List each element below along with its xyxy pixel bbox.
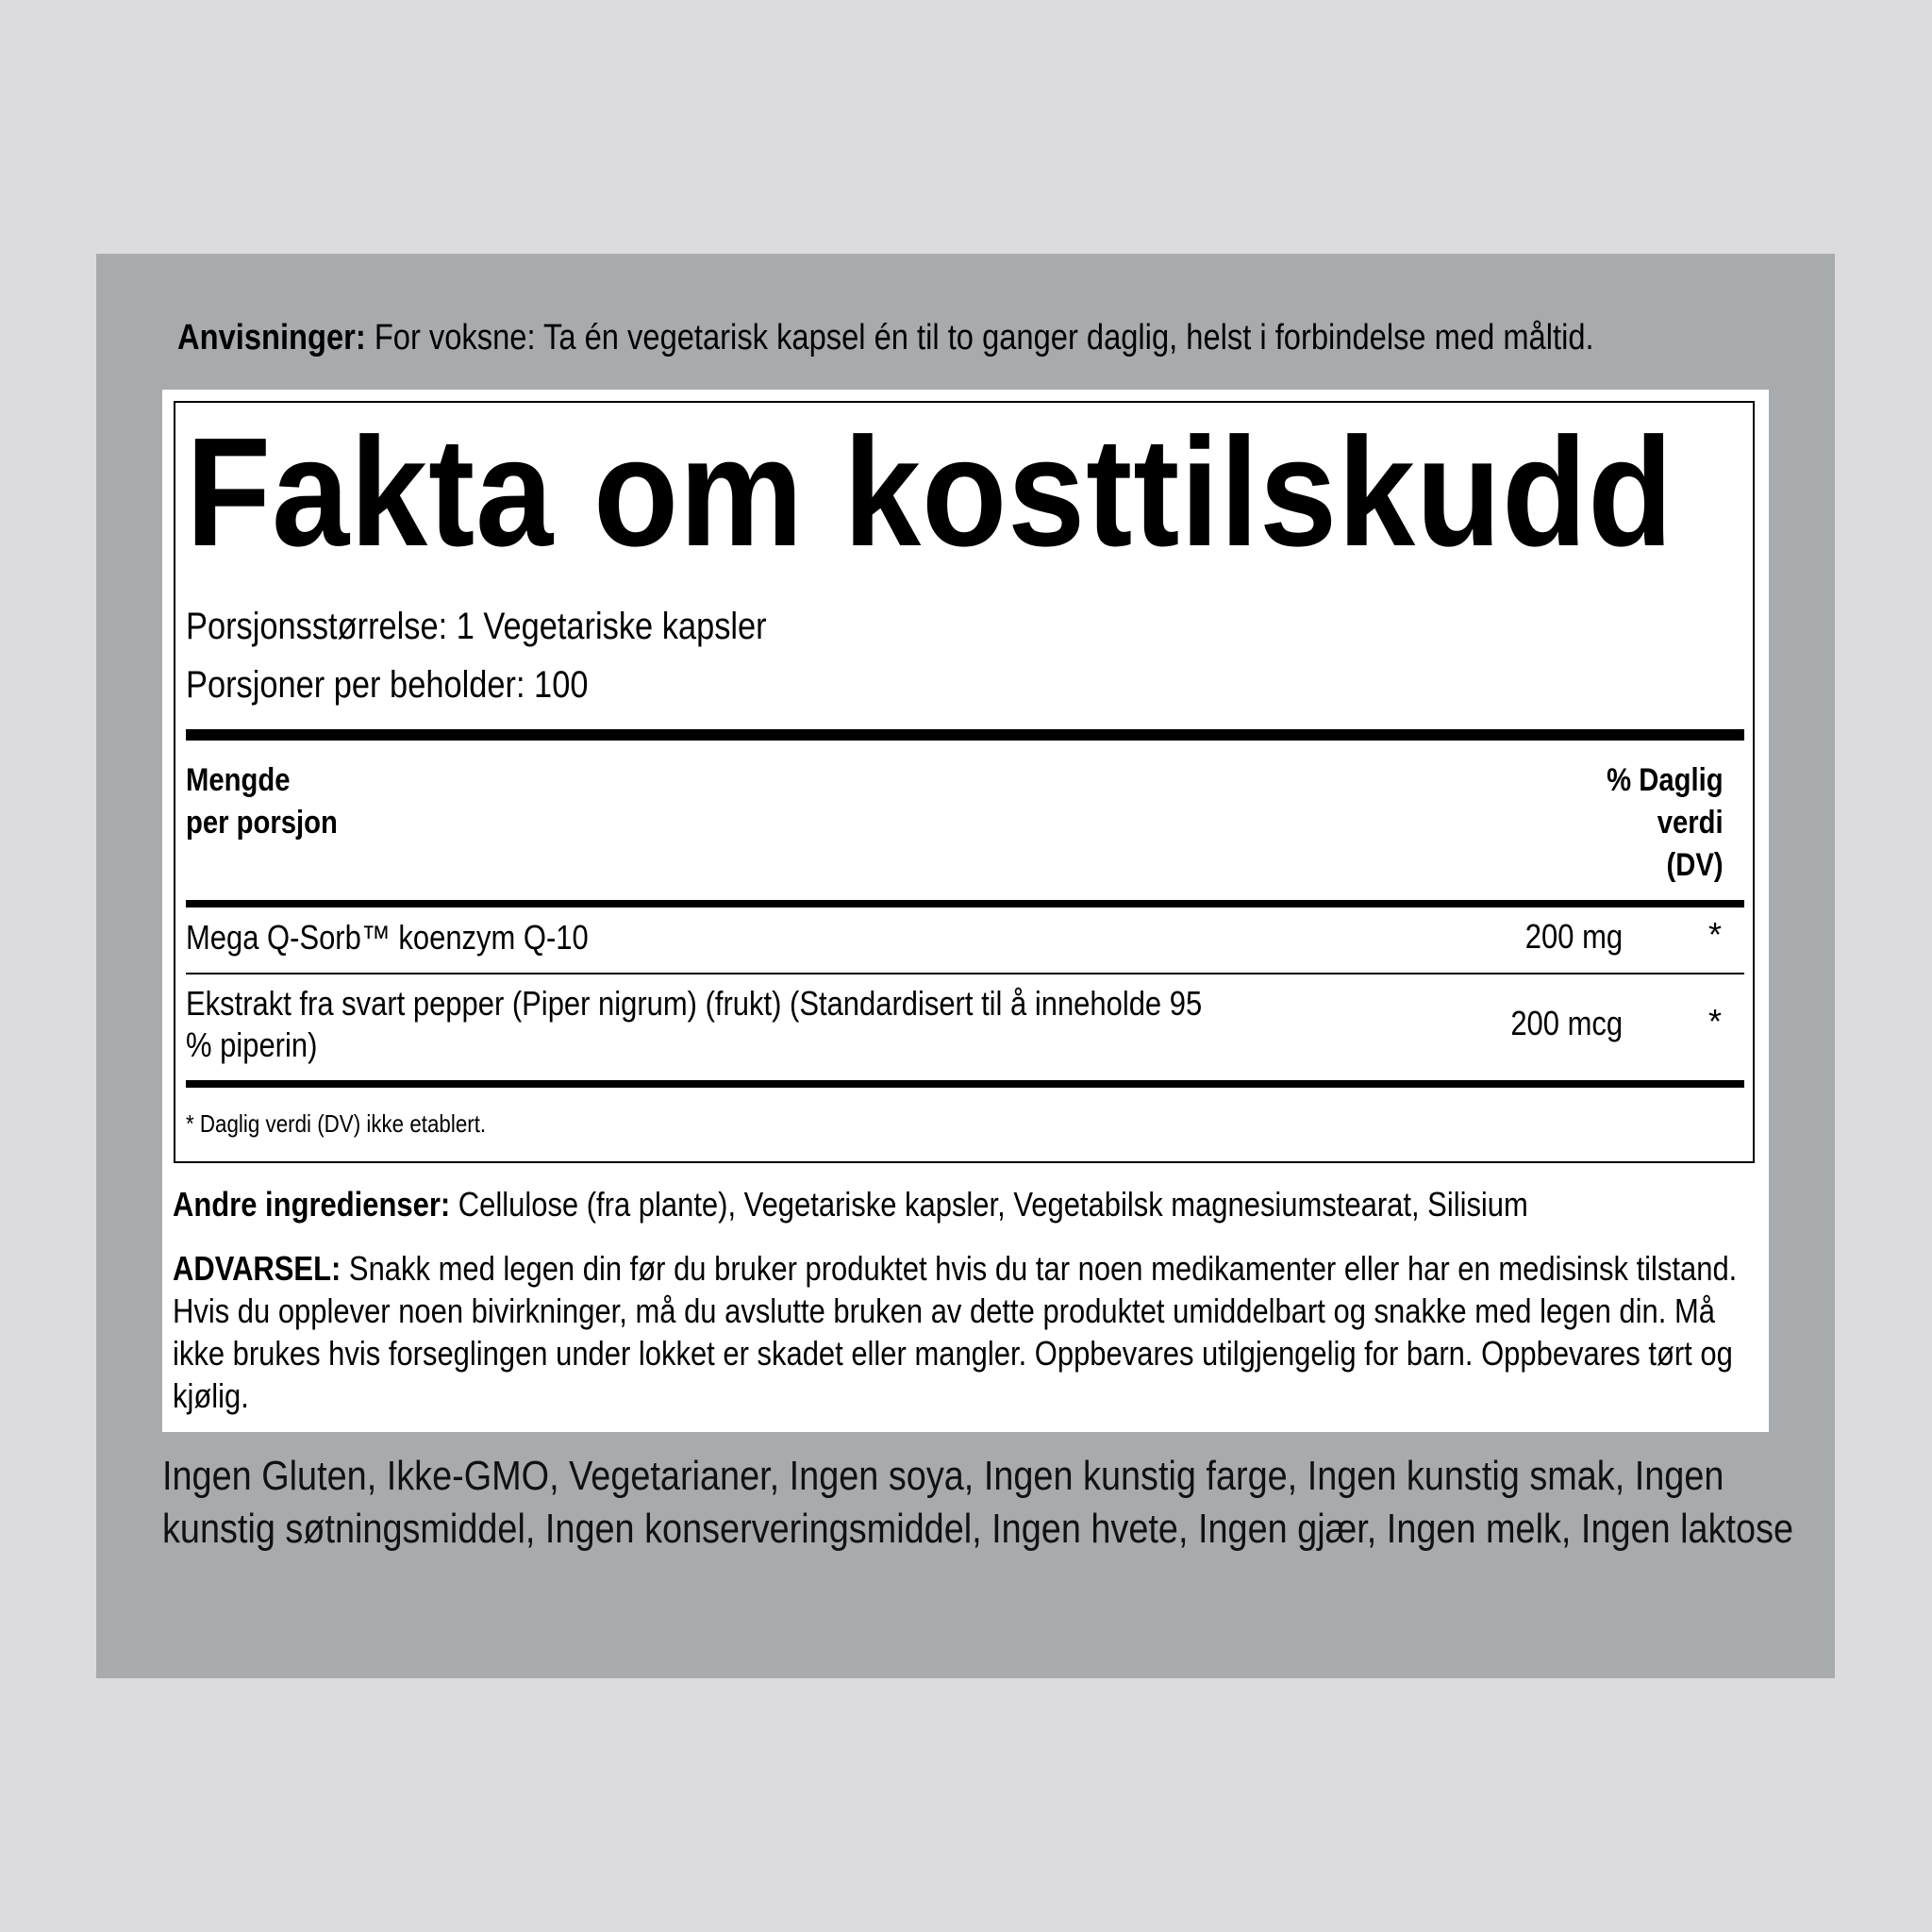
ingredient-dv: * — [1708, 915, 1723, 954]
ingredient-name-line2: % piperin) — [186, 1025, 318, 1064]
ingredient-dv: * — [1708, 1002, 1723, 1041]
ingredient-name: Mega Q-Sorb™ koenzym Q-10 — [186, 918, 589, 957]
other-ingredients-text: Cellulose (fra plante), Vegetariske kapsler, Vegetabilsk magnesiumstearat, Silisium — [450, 1185, 1528, 1224]
directions-label: Anvisninger: — [177, 318, 366, 358]
allergen-free-statement: Ingen Gluten, Ikke-GMO, Vegetarianer, Ingen soya, Ingen kunstig farge, Ingen kunstig smak, Ingen kunstig søtningsmiddel, Ingen konserveringsmiddel, Ingen hvete, Ingen gjær, Ingen melk, Ingen laktose — [162, 1453, 1794, 1552]
other-ingredients — [173, 1185, 1528, 1224]
thick-divider-bottom — [186, 1080, 1744, 1088]
thick-divider-header — [186, 900, 1744, 908]
header-daily-value — [1607, 759, 1724, 887]
ingredient-amount: 200 mg — [1524, 917, 1623, 956]
header-dv-line2: verdi — [1657, 805, 1724, 841]
directions-body: For voksne: Ta én vegetarisk kapsel én til to ganger daglig, helst i forbindelse med måltid. — [365, 318, 1594, 358]
warning-label: ADVARSEL: — [173, 1249, 341, 1288]
other-ingredients-label: Andre ingredienser: — [173, 1185, 451, 1224]
ingredient-amount: 200 mcg — [1510, 1004, 1623, 1042]
facts-title: Fakta om kosttilskudd — [186, 406, 1674, 578]
header-amount-per-serving — [186, 759, 338, 844]
ingredient-name-line1: Ekstrakt fra svart pepper (Piper nigrum) (frukt) (Standardisert til å inneholde 95 — [186, 984, 1203, 1023]
dv-footnote: * Daglig verdi (DV) ikke etablert. — [186, 1109, 487, 1138]
ingredient-name — [186, 983, 1202, 1066]
thick-divider-top — [186, 729, 1744, 741]
header-dv-line3: (DV) — [1666, 847, 1724, 883]
header-amount-line1: Mengde — [186, 762, 291, 798]
warning-text — [173, 1247, 1751, 1417]
warning-body: Snakk med legen din før du bruker produktet hvis du tar noen medikamenter eller har en medisinsk tilstand. Hvis du opplever noen bivirkninger, må du avslutte bruken av dette produktet umiddelbart og snakke med legen din. Må ikke brukes hvis forseglingen under lokket er skadet eller mangler. Oppbevares utilgjengelig for barn. Oppbevares tørt og kjølig. — [173, 1249, 1738, 1415]
header-dv-line1: % Daglig — [1607, 762, 1724, 798]
servings-per-container: Porsjoner per beholder: 100 — [186, 664, 589, 706]
row-divider — [186, 973, 1744, 974]
directions-text — [177, 315, 1606, 360]
serving-size: Porsjonsstørrelse: 1 Vegetariske kapsler — [186, 606, 767, 647]
header-amount-line2: per porsjon — [186, 805, 338, 841]
